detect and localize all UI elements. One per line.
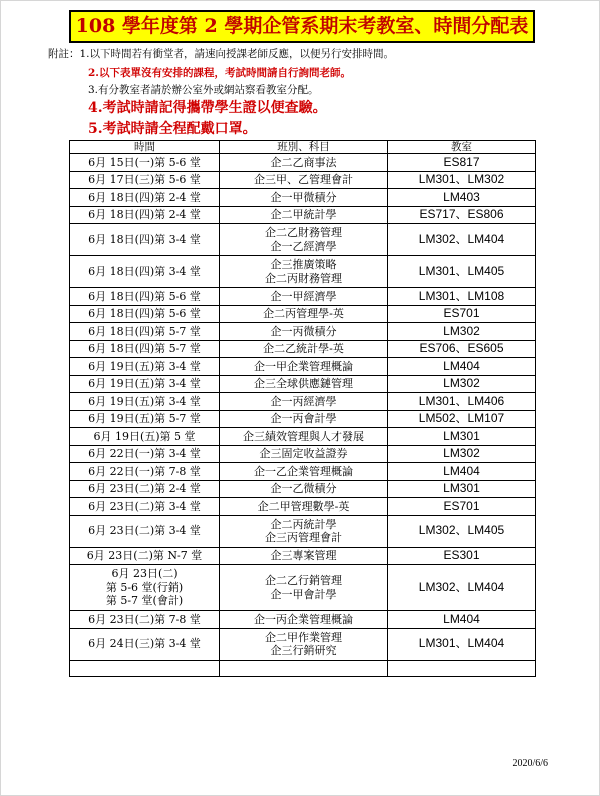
course-line: 企一甲經濟學 [270,289,337,303]
course-line: 企三甲、乙管理會計 [254,173,353,186]
time-cell [70,224,220,256]
course-line: 企一丙經濟學 [270,394,337,408]
table-row [70,393,536,411]
time-line: 6月 23日(二) [111,567,178,581]
course-line: 企一丙微積分 [270,324,337,338]
course-cell [220,515,388,547]
course-cell [220,445,388,463]
table-row [70,189,536,207]
room-cell: LM404 [388,463,536,481]
course-line: 企一甲企業管理概論 [254,359,353,373]
time-cell [70,547,220,565]
course-line: 企三全球供應鏈管理 [254,377,353,390]
time-line: 第 5-6 堂(行銷) [105,580,184,594]
course-line: 企二乙統計學-英 [263,342,344,355]
course-line: 企一乙微積分 [270,482,337,495]
time-cell [70,171,220,189]
table-row [70,323,536,341]
note-2: 2.以下表單沒有安排的課程，考試時間請自行詢問老師。 [88,67,351,79]
table-row [70,611,536,629]
table-row [70,375,536,393]
course-line: 企三專案管理 [270,549,337,562]
time-line: 6月 18日(四)第 2-4 堂 [88,190,201,204]
time-line: 6月 23日(二)第 3-4 堂 [88,524,201,538]
course-line: 企一丙企業管理概論 [254,612,353,626]
course-line: 企二甲統計學 [270,208,337,221]
table-row [70,498,536,516]
note-4: 4.考試時請記得攜帶學生證以便查驗。 [88,100,327,116]
table-row [70,154,536,172]
table-row [70,305,536,323]
time-line: 6月 18日(四)第 5-7 堂 [88,324,201,338]
time-cell [70,189,220,207]
time-cell [70,628,220,660]
schedule-table [69,140,536,677]
time-line: 6月 17日(三)第 5-6 堂 [88,173,201,186]
time-cell [70,375,220,393]
course-line: 企一丙會計學 [270,412,337,425]
time-cell [70,565,220,611]
course-cell [220,498,388,516]
time-cell [70,305,220,323]
table-row [70,463,536,481]
time-line: 6月 19日(五)第 3-4 堂 [88,359,201,373]
room-cell: ES701 [388,498,536,516]
course-cell [220,428,388,446]
room-cell: LM301、LM108 [388,288,536,306]
time-cell [70,288,220,306]
course-cell [220,171,388,189]
course-line: 企二甲作業管理 [265,630,342,644]
table-row [70,410,536,428]
time-line: 6月 19日(五)第 3-4 堂 [88,394,201,408]
table-header-row [70,141,536,154]
room-cell: ES817 [388,154,536,172]
note-3: 3.有分教室者請於辦公室外或網站察看教室分配。 [88,84,319,96]
course-cell [220,358,388,376]
course-line: 企一甲微積分 [270,190,337,204]
time-line: 6月 19日(五)第 5-7 堂 [88,412,201,425]
time-line: 6月 18日(四)第 5-7 堂 [88,342,201,355]
room-cell: ES717、ES806 [388,206,536,224]
course-line: 企二乙行銷管理 [265,574,342,587]
time-cell [70,358,220,376]
time-line: 6月 22日(一)第 7-8 堂 [88,464,201,478]
course-line: 企三績效管理與人才發展 [243,429,364,443]
table-row [70,445,536,463]
course-cell [220,340,388,358]
room-cell: LM301、LM405 [388,256,536,288]
time-line: 6月 19日(五)第 5 堂 [93,429,196,443]
time-line: 6月 18日(四)第 5-6 堂 [88,307,201,320]
course-cell [220,393,388,411]
course-line: 企三推廣策略 [270,258,337,271]
room-cell: LM404 [388,611,536,629]
course-line: 企一甲會計學 [270,587,337,601]
course-line: 企二丙統計學 [270,517,337,531]
table-row [70,660,536,676]
header-course: 班別、科目 [220,141,388,154]
room-cell: LM301 [388,428,536,446]
time-cell [70,611,220,629]
course-cell [220,660,388,676]
table-row [70,628,536,660]
table-row [70,224,536,256]
time-line: 6月 23日(二)第 2-4 堂 [88,482,201,495]
header-room: 教室 [388,141,536,154]
table-row [70,480,536,498]
header-time: 時間 [70,141,220,154]
schedule-body [70,154,536,677]
room-cell: LM302 [388,445,536,463]
course-line: 企二乙商事法 [270,155,337,169]
course-cell [220,206,388,224]
course-cell [220,463,388,481]
course-line: 企二乙財務管理 [265,226,342,239]
table-row [70,288,536,306]
room-cell [388,660,536,676]
time-line: 6月 18日(四)第 3-4 堂 [88,232,201,246]
time-cell [70,323,220,341]
time-cell [70,340,220,358]
room-cell: LM301、LM302 [388,171,536,189]
table-row [70,171,536,189]
course-line: 企一乙企業管理概論 [254,464,353,478]
table-row [70,256,536,288]
room-cell: LM302 [388,375,536,393]
course-cell [220,565,388,611]
time-cell [70,154,220,172]
course-cell [220,154,388,172]
room-cell: LM302、LM404 [388,565,536,611]
time-cell [70,393,220,411]
course-line: 企二丙管理學-英 [263,307,344,320]
note-1: 附註：1.以下時間若有衝堂者，請速向授課老師反應，以便另行安排時間。 [48,48,395,60]
course-line: 企三丙管理會計 [265,531,342,544]
time-cell [70,256,220,288]
room-cell: ES301 [388,547,536,565]
room-cell: ES706、ES605 [388,340,536,358]
course-cell [220,410,388,428]
table-row [70,565,536,611]
room-cell: LM301、LM406 [388,393,536,411]
time-cell [70,463,220,481]
course-cell [220,288,388,306]
time-line: 6月 18日(四)第 3-4 堂 [88,264,201,278]
course-cell [220,480,388,498]
table-row [70,547,536,565]
course-line: 企三行銷研究 [270,644,337,657]
room-cell: LM302、LM405 [388,515,536,547]
course-line: 企二甲管理數學-英 [257,499,350,513]
table-row [70,358,536,376]
course-line: 企一乙經濟學 [270,239,337,253]
room-cell: LM403 [388,189,536,207]
room-cell: LM301、LM404 [388,628,536,660]
course-cell [220,323,388,341]
course-cell [220,628,388,660]
time-line: 第 5-7 堂(會計) [105,594,184,608]
room-cell: LM404 [388,358,536,376]
time-line: 6月 22日(一)第 3-4 堂 [88,447,201,460]
table-row [70,340,536,358]
time-line: 6月 23日(二)第 3-4 堂 [88,499,201,513]
course-cell [220,224,388,256]
course-cell [220,189,388,207]
time-line: 6月 15日(一)第 5-6 堂 [88,155,201,169]
time-cell [70,206,220,224]
time-line: 6月 18日(四)第 5-6 堂 [88,289,201,303]
course-line: 企三固定收益證券 [259,447,348,460]
course-cell [220,547,388,565]
note-5: 5.考試時請全程配戴口罩。 [88,121,257,137]
room-cell: LM502、LM107 [388,410,536,428]
table-row [70,206,536,224]
time-line: 6月 23日(二)第 N-7 堂 [86,549,203,562]
course-cell [220,305,388,323]
time-line: 6月 23日(二)第 7-8 堂 [88,612,201,626]
room-cell: ES701 [388,305,536,323]
time-cell [70,480,220,498]
table-row [70,428,536,446]
time-cell [70,498,220,516]
time-line: 6月 24日(三)第 3-4 堂 [88,637,201,651]
time-cell [70,428,220,446]
footer-date: 2020/6/6 [512,758,548,769]
course-cell [220,256,388,288]
course-line: 企二丙財務管理 [265,271,342,285]
time-cell [70,445,220,463]
page-title: 108 學年度第 2 學期企管系期末考教室、時間分配表 [69,10,535,43]
course-cell [220,611,388,629]
time-line: 6月 19日(五)第 3-4 堂 [88,377,201,390]
time-cell [70,515,220,547]
time-line: 6月 18日(四)第 2-4 堂 [88,208,201,221]
room-cell: LM302 [388,323,536,341]
course-cell [220,375,388,393]
time-cell [70,410,220,428]
room-cell: LM301 [388,480,536,498]
room-cell: LM302、LM404 [388,224,536,256]
time-cell [70,660,220,676]
table-row [70,515,536,547]
